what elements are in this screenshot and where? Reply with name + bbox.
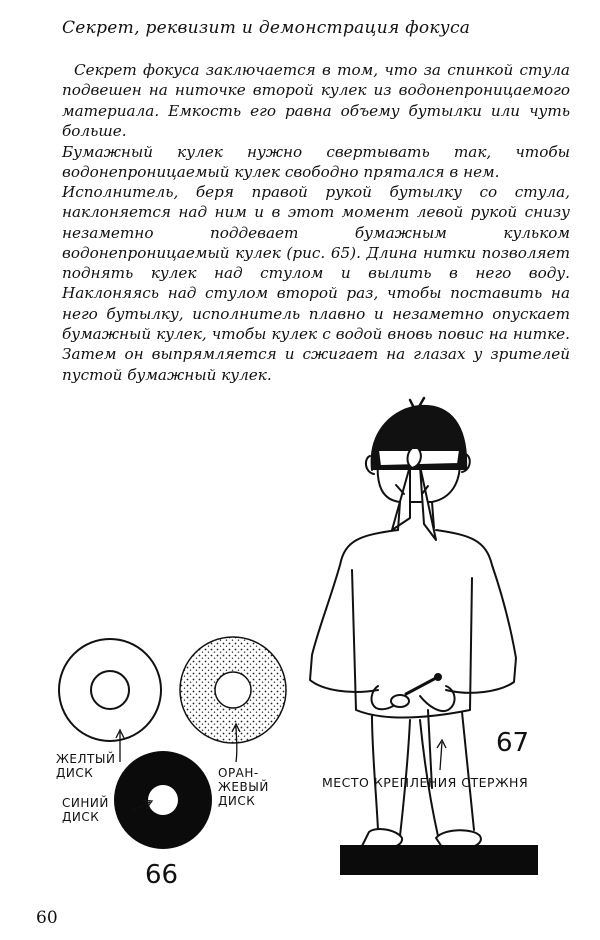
blue-disc: [114, 751, 212, 849]
floor-shadow: [340, 845, 538, 875]
orange-disc: [180, 637, 286, 743]
paragraph-3: Исполнитель, беря правой рукой бутылку со стула, наклоняется над ним и в этот момент левой рукой снизу незаметно поддевает бумажным кульком водонепроницаемый кулек (рис. 65). Длина нитки позволяет поднять кулек над стулом и вылить в него воду. Наклоняясь над стулом второй раз, чтобы поставить на него бутылку, исполнитель плавно и незаметно опускает бумажный кулек, чтобы кулек с водой вновь повис на нитке. Затем он выпрямляется и сжигает на глазах у зрителей пустой бумажный кулек.: [62, 183, 570, 384]
page-number: 60: [36, 908, 58, 928]
figure-66-number: 66: [145, 860, 179, 890]
rod-arrow: [440, 742, 442, 770]
label-blue-disc: СИНИЙ ДИСК: [62, 796, 109, 824]
section-heading: Секрет, реквизит и демонстрация фокуса: [62, 18, 471, 38]
yellow-disc: [59, 639, 161, 741]
label-rod-mount: МЕСТО КРЕПЛЕНИЯ СТЕРЖНЯ: [322, 775, 529, 790]
label-orange-disc: ОРАН-ЖЕВЫЙ ДИСК: [218, 766, 269, 808]
label-yellow-disc: ЖЕЛТЫЙ ДИСК: [56, 752, 116, 780]
figure-67-number: 67: [496, 728, 530, 758]
paragraph-2: Бумажный кулек нужно свертывать так, чтобы водонепроницаемый кулек свободно прятался в нем.: [62, 143, 570, 182]
paragraph-1: Секрет фокуса заключается в том, что за спинкой стула подвешен на ниточке второй кулек из водонепроницаемого материала. Емкость его равна объему бутылки или чуть больше.: [62, 61, 570, 140]
